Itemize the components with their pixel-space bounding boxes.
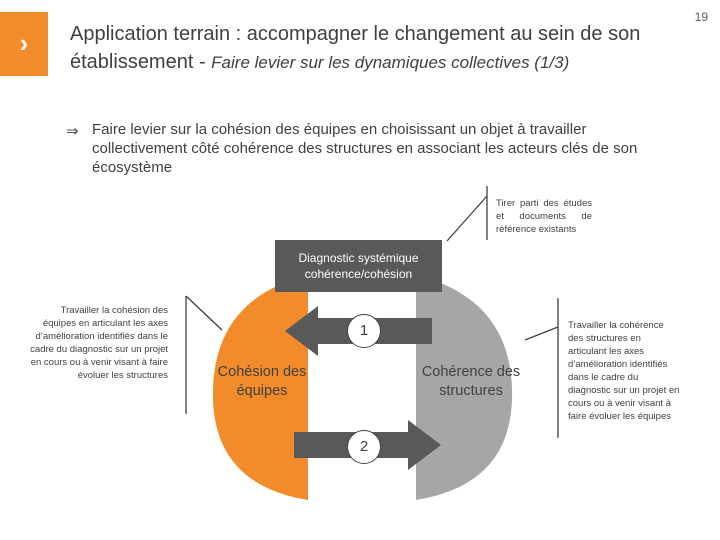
page-subtitle: Faire levier sur les dynamiques collectives (1/3) bbox=[211, 53, 570, 72]
cohesion-label: Cohésion des équipes bbox=[217, 364, 307, 399]
step-2-marker: 2 bbox=[347, 430, 381, 464]
page-title-main: Application terrain : accompagner le changement au sein de son établissement - bbox=[70, 23, 641, 73]
diagnostic-box bbox=[275, 240, 442, 292]
step-1-marker: 1 bbox=[347, 314, 381, 348]
right-bracket bbox=[525, 298, 558, 438]
top-bracket bbox=[447, 186, 487, 241]
intro-text: Faire levier sur la cohésion des équipes en choisissant un objet à travailler collectivement côté cohérence des structures en associant les acteurs clés de son écosystème bbox=[92, 121, 638, 176]
implies-arrow-icon: ⇒ bbox=[66, 123, 79, 140]
top-note: Tirer parti des études et documents de référence existants bbox=[496, 198, 592, 235]
chevron-right-icon: › bbox=[19, 28, 29, 58]
left-note: Travailler la cohésion des équipes en articulant les axes d’amélioration identifiés dans le cadre du diagnostic sur un projet en cours ou à venir visant à faire évoluer les structures bbox=[30, 305, 168, 381]
right-note: Travailler la cohérence des structures en articulant les axes d’amélioration identifiés dans le cadre du diagnostic sur un projet en cours ou à venir visant à faire évoluer les équipes bbox=[568, 320, 680, 422]
page-number: 19 bbox=[694, 10, 708, 24]
coherence-label: Cohérence des structures bbox=[421, 364, 521, 399]
diagnostic-box-label: Diagnostic systémique cohérence/cohésion bbox=[298, 251, 419, 281]
